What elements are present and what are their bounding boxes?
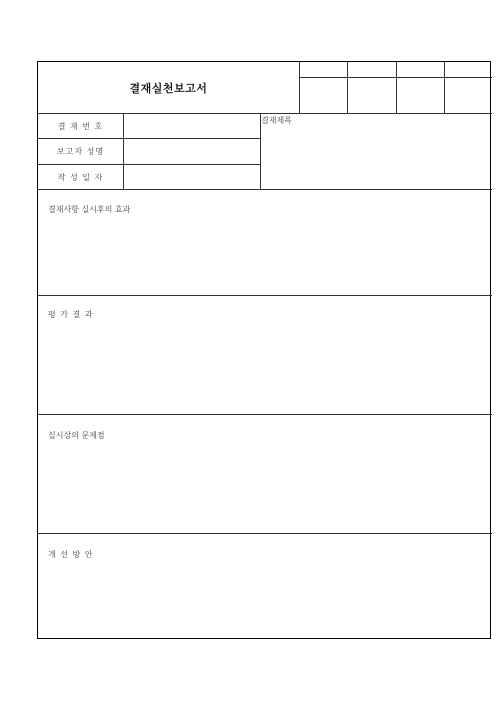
label-value-divider bbox=[123, 113, 124, 189]
subject-label: 결재제목 bbox=[261, 116, 292, 125]
section-label-improvements: 개 선 방 안 bbox=[48, 550, 94, 559]
stamp-col-divider bbox=[444, 62, 445, 113]
section-divider bbox=[38, 533, 492, 534]
reporter-name-value[interactable] bbox=[124, 139, 260, 164]
section-label-evaluation: 평 가 결 과 bbox=[48, 310, 94, 319]
date-value[interactable] bbox=[124, 165, 260, 189]
approval-number-value[interactable] bbox=[124, 114, 260, 138]
field-label-date: 작 성 일 자 bbox=[57, 172, 104, 182]
section-label-problems: 실시상의 문제점 bbox=[48, 431, 105, 440]
form-title: 결재실천보고서 bbox=[129, 81, 208, 95]
report-form bbox=[37, 61, 491, 639]
field-label-reporter-name: 보고자 성명 bbox=[56, 147, 105, 156]
stamp-header-line bbox=[299, 77, 492, 78]
info-bottom-line bbox=[38, 189, 492, 190]
section-divider bbox=[38, 295, 492, 296]
section-label-effects: 결재사항 실시후의 효과 bbox=[48, 205, 131, 214]
stamp-col-divider bbox=[347, 62, 348, 113]
field-label-approval-number: 결 재 번 호 bbox=[57, 121, 104, 131]
section-divider bbox=[38, 414, 492, 415]
stamp-col-divider bbox=[396, 62, 397, 113]
stamp-area-divider bbox=[299, 62, 300, 113]
